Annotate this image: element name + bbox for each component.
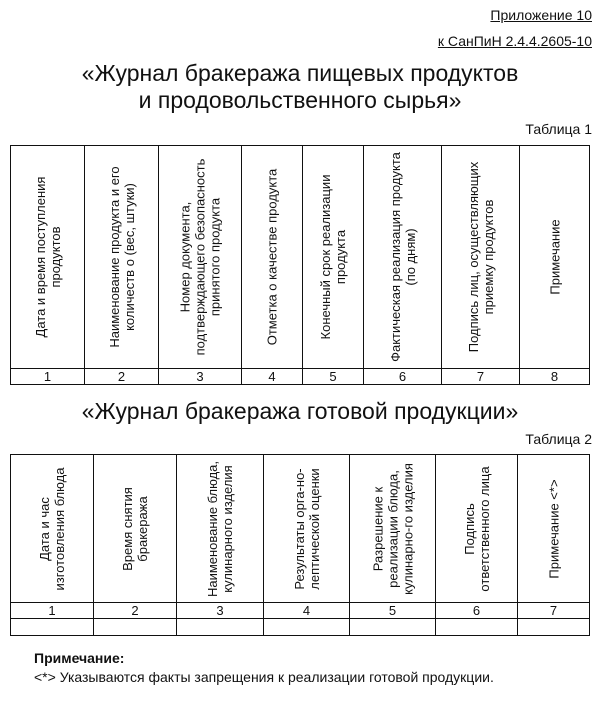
appendix-label: Приложение 10: [490, 7, 592, 23]
table1-header-cell: [364, 146, 442, 369]
table1: [10, 145, 590, 385]
table2-header-text: Разрешение к реализации блюда, кулинарно-го изделия: [370, 462, 415, 595]
table2-column-number: 5: [350, 603, 436, 619]
table2-empty-cell: [94, 619, 177, 636]
table2-empty-cell: [518, 619, 590, 636]
table2-empty-cell: [436, 619, 518, 636]
table1-header-cell: [442, 146, 520, 369]
table2-header-text: Подпись ответственного лица: [461, 465, 492, 592]
table2-header-cell: [94, 455, 177, 603]
note-title: Примечание:: [34, 650, 125, 666]
table2-empty-cell: [264, 619, 350, 636]
table2-header-cell: [518, 455, 590, 603]
table1-column-number: 5: [303, 369, 364, 385]
table2-empty-cell: [177, 619, 264, 636]
table1-column-number: 4: [242, 369, 303, 385]
table2-column-number: 1: [11, 603, 94, 619]
table1-column-number: 1: [11, 369, 85, 385]
journal1-title-line1: «Журнал бракеража пищевых продуктов: [81, 60, 519, 86]
table1-header-text: Примечание: [547, 219, 562, 295]
table1-column-number: 2: [85, 369, 159, 385]
table2-header-cell: [264, 455, 350, 603]
table2-header-text: Результаты орга-но-лептической оценки: [291, 467, 322, 590]
table1-column-number: 6: [364, 369, 442, 385]
table1-header-text: Отметка о качестве продукта: [264, 168, 280, 346]
table2-header-text: Дата и час изготовления блюда: [37, 467, 67, 590]
table1-header-cell: [520, 146, 590, 369]
table2-header-cell: [436, 455, 518, 603]
table1-number-row: [11, 369, 590, 385]
journal2-title: «Журнал бракеража готовой продукции»: [81, 398, 519, 424]
sanpin-reference: к СанПиН 2.4.4.2605-10: [437, 33, 592, 49]
table2-header-text: Наименование блюда, кулинарного изделия: [205, 460, 235, 597]
table1-label: Таблица 1: [525, 121, 592, 137]
table1-header-text: Конечный срок реализации продукта: [318, 174, 348, 340]
table2: [10, 454, 590, 636]
table2-header-cell: [11, 455, 94, 603]
table1-column-number: 8: [520, 369, 590, 385]
table2-column-number: 3: [177, 603, 264, 619]
table1-header-cell: [85, 146, 159, 369]
table2-number-row: [11, 603, 590, 619]
table1-header-text: Номер документа, подтверждающего безопасность принятого продукта: [177, 158, 223, 356]
table1-header-text: Подпись лиц, осуществляющих приемку продуктов: [465, 161, 496, 353]
journal1-title-line2: и продовольственного сырья»: [138, 87, 462, 113]
table2-column-number: 2: [94, 603, 177, 619]
table1-header-cell: [159, 146, 242, 369]
table1-header-text: Дата и время поступления продуктов: [32, 176, 63, 338]
table2-column-number: 6: [436, 603, 518, 619]
table2-label: Таблица 2: [525, 431, 592, 447]
table2-column-number: 4: [264, 603, 350, 619]
table2-empty-cell: [350, 619, 436, 636]
table2-header-text: Примечание <*>: [546, 478, 561, 579]
table2-header-row: [11, 455, 590, 603]
table1-column-number: 3: [159, 369, 242, 385]
table2-header-cell: [177, 455, 264, 603]
table1-header-text: Фактическая реализация продукта (по дням): [387, 152, 418, 362]
table2-header-text: Время снятия бракеража: [120, 486, 150, 571]
table1-header-cell: [242, 146, 303, 369]
table1-header-row: [11, 146, 590, 369]
table1-column-number: 7: [442, 369, 520, 385]
table1-header-cell: [11, 146, 85, 369]
note-text: <*> Указываются факты запрещения к реализации готовой продукции.: [34, 669, 494, 685]
table1-header-cell: [303, 146, 364, 369]
table2-empty-cell: [11, 619, 94, 636]
table2-column-number: 7: [518, 603, 590, 619]
journal1-title: [0, 60, 600, 114]
table2-empty-row: [11, 619, 590, 636]
table1-header-text: Наименование продукта и его количеств о (вес, штуки): [106, 166, 137, 348]
table2-header-cell: [350, 455, 436, 603]
